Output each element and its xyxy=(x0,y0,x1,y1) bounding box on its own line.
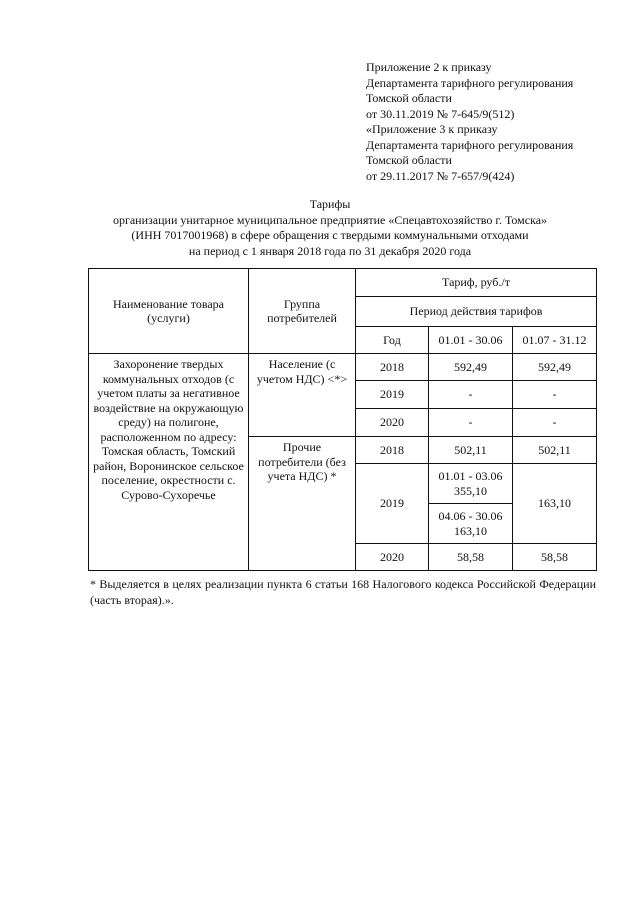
header-year: Год xyxy=(356,327,429,354)
value-cell: - xyxy=(513,409,597,437)
title-line: Тарифы xyxy=(309,197,351,211)
footnote: * Выделяется в целях реализации пункта 6 статьи 168 Налогового кодекса Российской Федерации (часть вторая).». xyxy=(90,577,596,607)
document-title xyxy=(80,197,580,259)
subperiod-cell xyxy=(429,464,513,504)
value-cell: 592,49 xyxy=(513,354,597,381)
year-cell: 2020 xyxy=(356,409,429,437)
appendix-line: от 29.11.2017 № 7-657/9(424) xyxy=(366,168,515,183)
subperiod-dates: 04.06 - 30.06 xyxy=(438,509,503,523)
year-cell: 2019 xyxy=(356,464,429,544)
value-cell: 58,58 xyxy=(429,544,513,571)
subperiod-dates: 01.01 - 03.06 xyxy=(438,469,503,483)
appendix-line: Приложение 2 к приказу xyxy=(366,60,492,74)
value-cell: 502,11 xyxy=(429,437,513,464)
group-other-consumers: Прочие потребители (без учета НДС) * xyxy=(249,437,356,571)
tariff-table xyxy=(88,268,597,571)
subperiod-value: 163,10 xyxy=(454,523,487,538)
value-cell: - xyxy=(513,381,597,409)
value-cell: 58,58 xyxy=(513,544,597,571)
title-line: организации унитарное муниципальное предприятие «Спецавтохозяйство г. Томска» xyxy=(112,212,548,227)
title-line: на период с 1 января 2018 года по 31 декабря 2020 года xyxy=(188,243,472,258)
value-cell: 163,10 xyxy=(513,464,597,544)
group-population: Население (с учетом НДС) <*> xyxy=(249,354,356,437)
value-cell: - xyxy=(429,409,513,437)
value-cell: 592,49 xyxy=(429,354,513,381)
header-consumer-group: Группа потребителей xyxy=(249,269,356,354)
product-name-cell: Захоронение твердых коммунальных отходов (с учетом платы за негативное воздействие на окружающую среду) на полигоне, расположенном по адресу: Томская область, Томский район, Воронинское сельское поселение, окрестности с. Сурово-Сухоречье xyxy=(89,354,249,571)
header-tariff: Тариф, руб./т xyxy=(356,269,597,297)
appendix-line: Томской области xyxy=(366,153,452,167)
subperiod-cell xyxy=(429,504,513,544)
value-cell: 502,11 xyxy=(513,437,597,464)
title-line: (ИНН 7017001968) в сфере обращения с твердыми коммунальными отходами xyxy=(131,228,529,242)
year-cell: 2018 xyxy=(356,437,429,464)
year-cell: 2019 xyxy=(356,381,429,409)
appendix-line: Департамента тарифного регулирования xyxy=(366,137,574,152)
header-half2: 01.07 - 31.12 xyxy=(513,327,597,354)
appendix-line: Томской области xyxy=(366,91,452,105)
appendix-line: Департамента тарифного регулирования xyxy=(366,75,574,90)
subperiod-value: 355,10 xyxy=(454,483,487,498)
year-cell: 2020 xyxy=(356,544,429,571)
appendix-line: «Приложение 3 к приказу xyxy=(366,122,498,136)
value-cell: - xyxy=(429,381,513,409)
appendix-block xyxy=(366,60,626,184)
header-product: Наименование товара (услуги) xyxy=(89,269,249,354)
header-period: Период действия тарифов xyxy=(356,297,597,327)
appendix-line: от 30.11.2019 № 7-645/9(512) xyxy=(366,106,515,121)
year-cell: 2018 xyxy=(356,354,429,381)
header-half1: 01.01 - 30.06 xyxy=(429,327,513,354)
